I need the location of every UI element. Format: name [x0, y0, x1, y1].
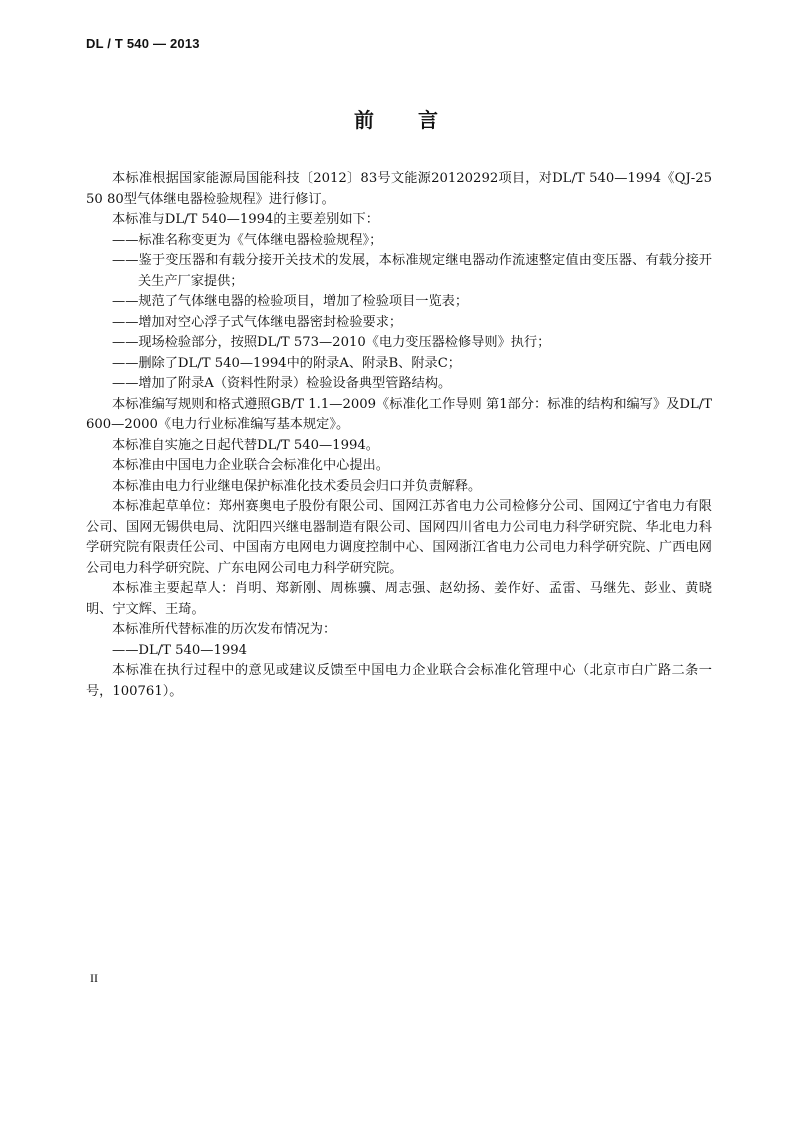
list-item: ——DL/T 540—1994 [112, 642, 248, 658]
title-char-left: 前 [354, 108, 376, 132]
page-number: II [90, 971, 98, 985]
page-title [0, 104, 794, 133]
list-item: ——标准名称变更为《气体继电器检验规程》； [112, 232, 383, 248]
paragraph-differences-intro: 本标准与DL/T 540—1994的主要差别如下： [112, 212, 379, 227]
list-item: ——现场检验部分，按照DL/T 573—2010《电力变压器检修导则》执行； [112, 335, 551, 350]
title-char-right: 言 [418, 108, 440, 132]
paragraph-feedback: 本标准在执行过程中的意见或建议反馈至中国电力企业联合会标准化管理中心（北京市白广路二条一号，100761）。 [86, 663, 712, 699]
paragraph-administrator: 本标准由电力行业继电保护标准化技术委员会归口并负责解释。 [112, 478, 482, 494]
list-item: ——规范了气体继电器的检验项目，增加了检验项目一览表； [112, 294, 469, 309]
paragraph-proposer: 本标准由中国电力企业联合会标准化中心提出。 [112, 458, 389, 473]
list-item: ——鉴于变压器和有载分接开关技术的发展，本标准规定继电器动作流速整定值由变压器、有载分接开关生产厂家提供； [112, 253, 712, 289]
preface-body [86, 169, 712, 702]
list-item: ——删除了DL/T 540—1994中的附录A、附录B、附录C； [112, 355, 461, 371]
paragraph-drafting-units: 本标准起草单位：郑州赛奥电子股份有限公司、国网江苏省电力公司检修分公司、国网辽宁省电力有限公司、国网无锡供电局、沈阳四兴继电器制造有限公司、国网四川省电力公司电力科学研究院、华北电力科学研究院有限责任公司、中国南方电网电力调度控制中心、国网浙江省电力公司电力科学研究院、广西电网公司电力科学研究院、广东电网公司电力科学研究院。 [86, 499, 712, 576]
paragraph-history-intro: 本标准所代替标准的历次发布情况为： [112, 622, 337, 637]
list-item: ——增加对空心浮子式气体继电器密封检验要求； [112, 314, 403, 330]
paragraph-drafting-rules: 本标准编写规则和格式遵照GB/T 1.1—2009《标准化工作导则 第1部分：标准的结构和编写》及DL/T 600—2000《电力行业标准编写基本规定》。 [86, 396, 712, 432]
paragraph-drafters: 本标准主要起草人：肖明、郑新刚、周栋骥、周志强、赵幼扬、姜作好、孟雷、马继先、彭业、黄晓明、宁文辉、王琦。 [86, 581, 712, 617]
paragraph-basis: 本标准根据国家能源局国能科技〔2012〕83号文能源20120292项目，对DL/T 540—1994《QJ-25 50 80型气体继电器检验规程》进行修订。 [86, 171, 712, 207]
document-code-header: DL / T 540 — 2013 [86, 36, 200, 51]
paragraph-replacement: 本标准自实施之日起代替DL/T 540—1994。 [112, 437, 379, 453]
list-item: ——增加了附录A（资料性附录）检验设备典型管路结构。 [112, 376, 452, 391]
